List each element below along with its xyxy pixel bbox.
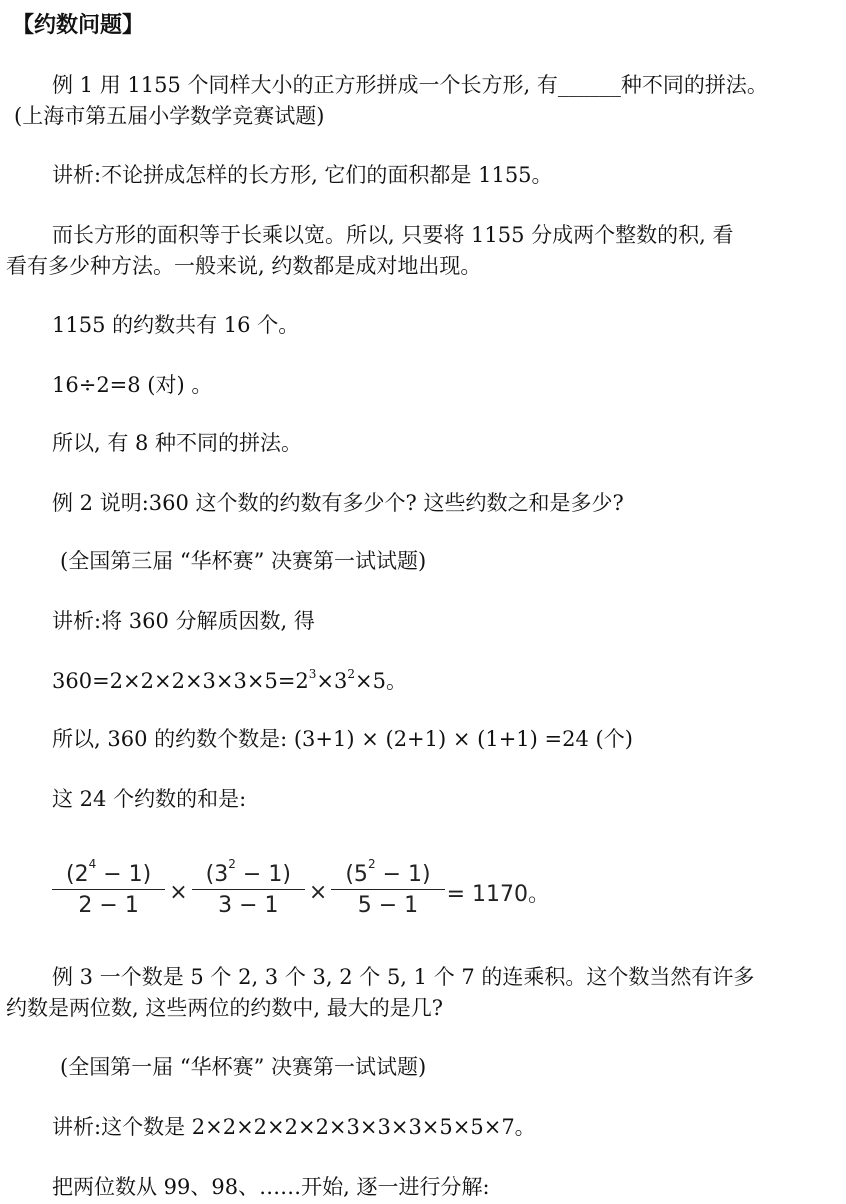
fraction-1-denominator: 2 − 1 — [78, 893, 139, 919]
example3-analysis: 讲析:这个数是 2×2×2×2×2×3×3×3×5×5×7。 — [52, 1115, 536, 1139]
times-sign-1: × — [169, 879, 188, 905]
example3-question-line1: 例 3 一个数是 5 个 2, 3 个 3, 2 个 5, 1 个 7 的连乘积。这个数当然有许多 — [52, 965, 755, 989]
example1-analysis: 讲析:不论拼成怎样的长方形, 它们的面积都是 1155。 — [52, 163, 553, 187]
example1-answer: 所以, 有 8 种不同的拼法。 — [52, 431, 303, 455]
fraction-3-denominator: 5 − 1 — [357, 893, 419, 919]
example2-factorization — [52, 666, 846, 696]
fraction-3 — [331, 857, 444, 919]
fraction-1-numerator: $(2^4 - 1)$ — [66, 857, 152, 887]
factorization-exponent-1: 3 — [308, 667, 317, 681]
times-sign-2: × — [308, 879, 328, 905]
fraction-2-numerator: $(3^2 - 1)$ — [205, 857, 291, 887]
fraction-2-denominator: 3 − 1 — [218, 893, 279, 919]
example1-question: 例 1 用 1155 个同样大小的正方形拼成一个长方形, 有______种不同的拼法。 — [52, 73, 768, 97]
factorization-lhs: 360=2×2×2×3×3×5=2 — [52, 669, 309, 693]
fraction-3-numerator: $(5^2 - 1)$ — [345, 857, 431, 887]
divisor-sum-formula — [52, 857, 550, 920]
factorization-exponent-2: 2 — [347, 667, 356, 681]
example1-paragraph-line1: 而长方形的面积等于长乘以宽。所以, 只要将 1155 分成两个整数的积, 看 — [52, 223, 734, 247]
formula-result: = 1170。 — [446, 881, 550, 907]
example2-sum-intro: 这 24 个约数的和是: — [52, 787, 247, 811]
example3-next-step: 把两位数从 99、98、……开始, 逐一进行分解: — [52, 1175, 490, 1199]
example1-calculation: 16÷2=8 (对) 。 — [52, 373, 213, 397]
example3-source: (全国第一届 “华杯赛” 决赛第一试试题) — [60, 1055, 427, 1079]
example2-divisor-count: 所以, 360 的约数个数是: (3+1) × (2+1) × (1+1) =24 (个) — [52, 727, 633, 751]
example2-question: 例 2 说明:360 这个数的约数有多少个? 这些约数之和是多少? — [52, 491, 624, 515]
fraction-1 — [52, 857, 165, 919]
factorization-mid: ×3 — [316, 669, 348, 693]
example3-question-line2: 约数是两位数, 这些两位的约数中, 最大的是几? — [6, 996, 443, 1020]
page-heading: 【约数问题】 — [12, 12, 145, 38]
factorization-rhs: ×5。 — [355, 669, 407, 693]
fraction-2 — [192, 857, 305, 919]
example2-source: (全国第三届 “华杯赛” 决赛第一试试题) — [60, 549, 427, 573]
example1-paragraph-line2: 看有多少种方法。一般来说, 约数都是成对地出现。 — [6, 254, 482, 278]
example2-analysis: 讲析:将 360 分解质因数, 得 — [52, 609, 315, 633]
example1-source: (上海市第五届小学数学竞赛试题) — [14, 104, 325, 128]
example1-divisor-count: 1155 的约数共有 16 个。 — [52, 313, 300, 337]
